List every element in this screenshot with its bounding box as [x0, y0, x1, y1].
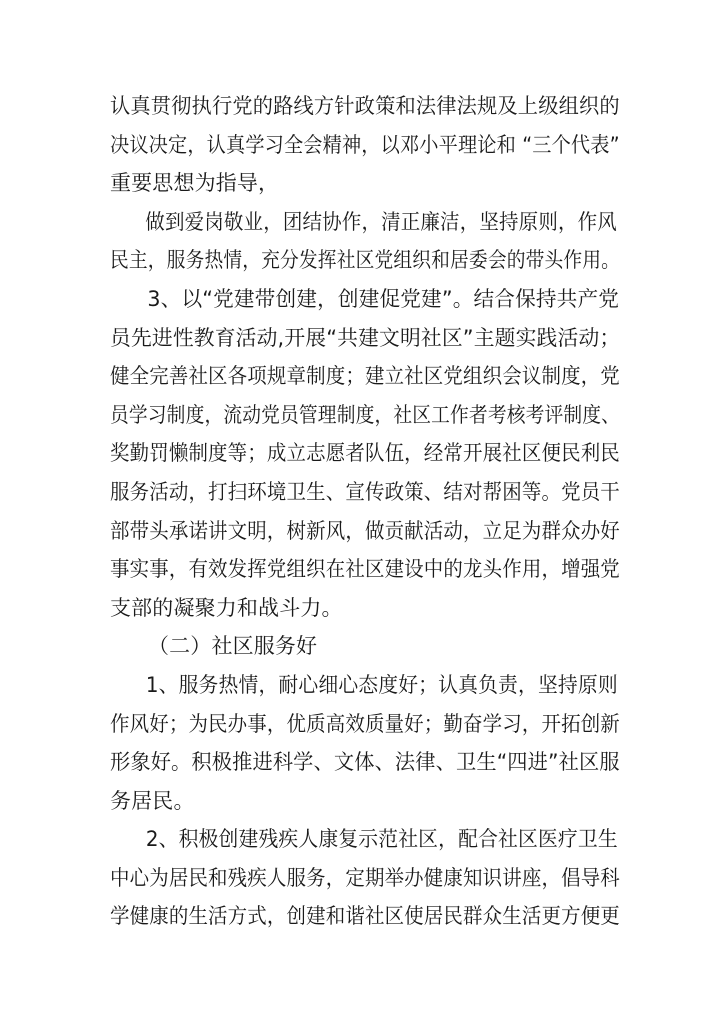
text-line: 2、积极创建残疾人康复示范社区，配合社区医疗卫生	[145, 827, 618, 852]
text-line: 健全完善社区各项规章制度；建立社区党组织会议制度，党	[110, 364, 620, 389]
text-line: 员学习制度，流动党员管理制度，社区工作者考核考评制度、	[110, 402, 621, 427]
text-line: 事实事，有效发挥党组织在社区建设中的龙头作用，增强党	[110, 557, 620, 582]
text-line: 服务活动，打扫环境卫生、宣传政策、结对帮困等。党员干	[110, 479, 620, 504]
text-line: 重要思想为指导，	[110, 171, 280, 196]
text-line: 中心为居民和残疾人服务，定期举办健康知识讲座，倡导科	[110, 865, 620, 890]
text-line: 1、服务热情，耐心细心态度好；认真负责，坚持原则	[145, 672, 618, 697]
text-line: 部带头承诺讲文明，树新风，做贡献活动，立足为群众办好	[110, 518, 620, 543]
text-line: 作风好；为民办事，优质高效质量好；勤奋学习，开拓创新	[110, 711, 620, 736]
text-line: 3、以“党建带创建，创建促党建”。结合保持共产党	[147, 286, 620, 311]
text-line: 做到爱岗敬业，团结协作，清正廉洁，坚持原则，作风	[145, 209, 617, 234]
text-line: 形象好。积极推进科学、文体、法律、卫生“四进”社区服	[110, 750, 620, 775]
text-line: 决议决定，认真学习全会精神，以邓小平理论和 “三个代表”	[110, 132, 620, 157]
text-line: 员先进性教育活动,开展“共建文明社区”主题实践活动；	[110, 325, 621, 350]
text-line: 民主，服务热情，充分发挥社区党组织和居委会的带头作用。	[110, 248, 621, 273]
text-line: 认真贯彻执行党的路线方针政策和法律法规及上级组织的	[110, 94, 620, 118]
text-line: 奖勤罚懒制度等；成立志愿者队伍，经常开展社区便民利民	[110, 441, 620, 466]
text-line: （二）社区服务好	[148, 634, 318, 659]
body-text	[110, 87, 620, 936]
text-line: 支部的凝聚力和战斗力。	[110, 595, 343, 620]
text-line: 学健康的生活方式，创建和谐社区使居民群众生活更方便更	[110, 904, 620, 929]
text-line: 务居民。	[110, 788, 195, 813]
